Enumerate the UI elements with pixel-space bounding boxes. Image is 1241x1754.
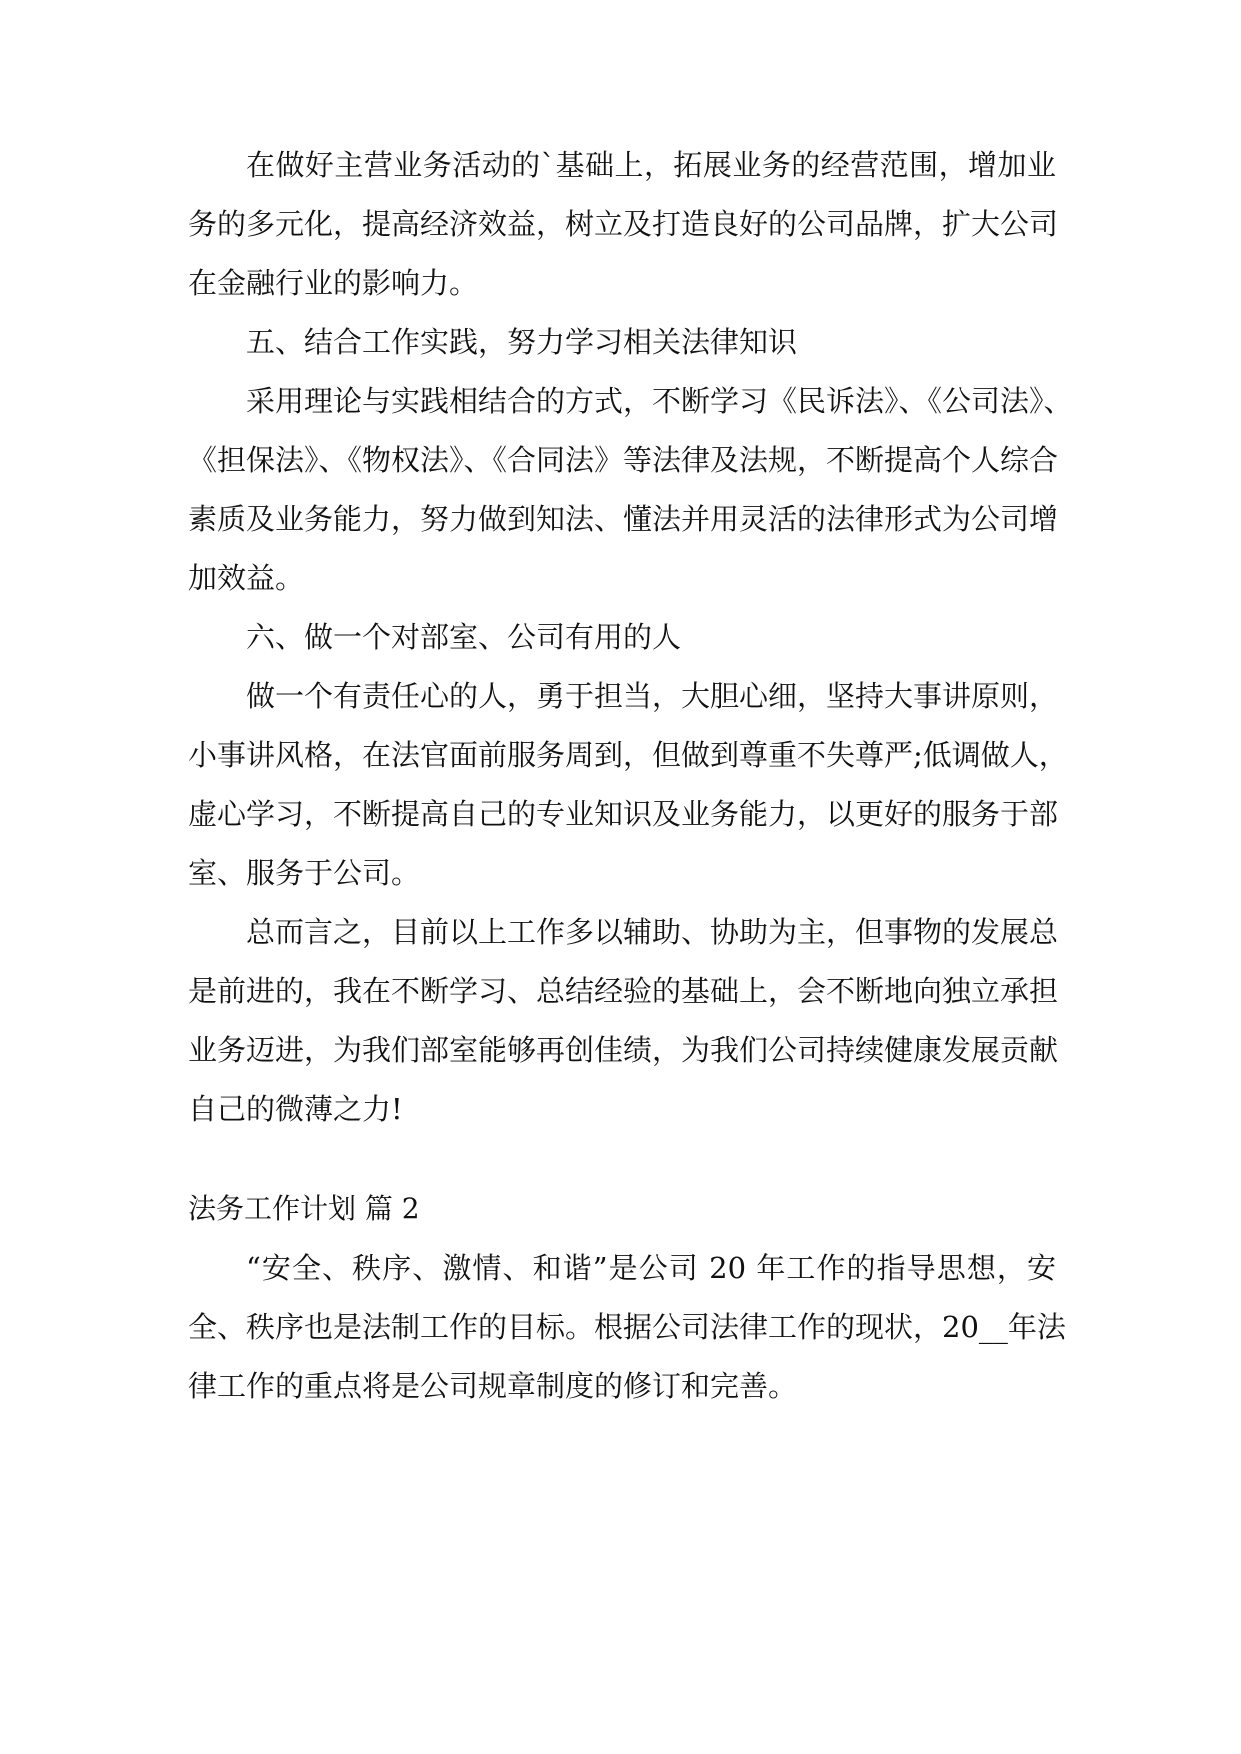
paragraph-line: 素质及业务能力，努力做到知法、懂法并用灵活的法律形式为公司增 bbox=[188, 502, 1059, 536]
section-heading: 五、结合工作实践，努力学习相关法律知识 bbox=[246, 325, 798, 359]
paragraph-line: 《担保法》、《物权法》、《合同法》等法律及法规，不断提高个人综合 bbox=[188, 443, 1059, 477]
paragraph-line: 虚心学习，不断提高自己的专业知识及业务能力，以更好的服务于部 bbox=[188, 797, 1059, 831]
paragraph-line: 加效益。 bbox=[188, 561, 305, 595]
paragraph-line: 小事讲风格，在法官面前服务周到，但做到尊重不失尊严;低调做人， bbox=[188, 738, 1068, 772]
paragraph-line: 在做好主营业务活动的`基础上，拓展业务的经营范围，增加业 bbox=[246, 148, 1056, 182]
paragraph-line: 室、服务于公司。 bbox=[188, 856, 421, 890]
paragraph-line: 在金融行业的影响力。 bbox=[188, 266, 479, 300]
paragraph-line: 律工作的重点将是公司规章制度的修订和完善。 bbox=[188, 1369, 798, 1403]
paragraph-line: 自己的微薄之力! bbox=[188, 1092, 403, 1126]
section-heading: 六、做一个对部室、公司有用的人 bbox=[246, 620, 682, 654]
paragraph-line: 务的多元化，提高经济效益，树立及打造良好的公司品牌，扩大公司 bbox=[188, 207, 1059, 241]
paragraph-line: 总而言之，目前以上工作多以辅助、协助为主，但事物的发展总 bbox=[246, 915, 1059, 949]
paragraph-line: “安全、秩序、激情、和谐”是公司 20 年工作的指导思想，安 bbox=[246, 1251, 1056, 1285]
section-title: 法务工作计划 篇 2 bbox=[188, 1192, 420, 1225]
paragraph-line: 业务迈进，为我们部室能够再创佳绩，为我们公司持续健康发展贡献 bbox=[188, 1033, 1059, 1067]
paragraph-line: 是前进的，我在不断学习、总结经验的基础上，会不断地向独立承担 bbox=[188, 974, 1059, 1008]
paragraph-line: 采用理论与实践相结合的方式，不断学习《民诉法》、《公司法》、 bbox=[246, 384, 1073, 418]
paragraph-line: 全、秩序也是法制工作的目标。根据公司法律工作的现状，20__年法 bbox=[188, 1310, 1066, 1344]
paragraph-line: 做一个有责任心的人，勇于担当，大胆心细，坚持大事讲原则， bbox=[246, 679, 1059, 713]
